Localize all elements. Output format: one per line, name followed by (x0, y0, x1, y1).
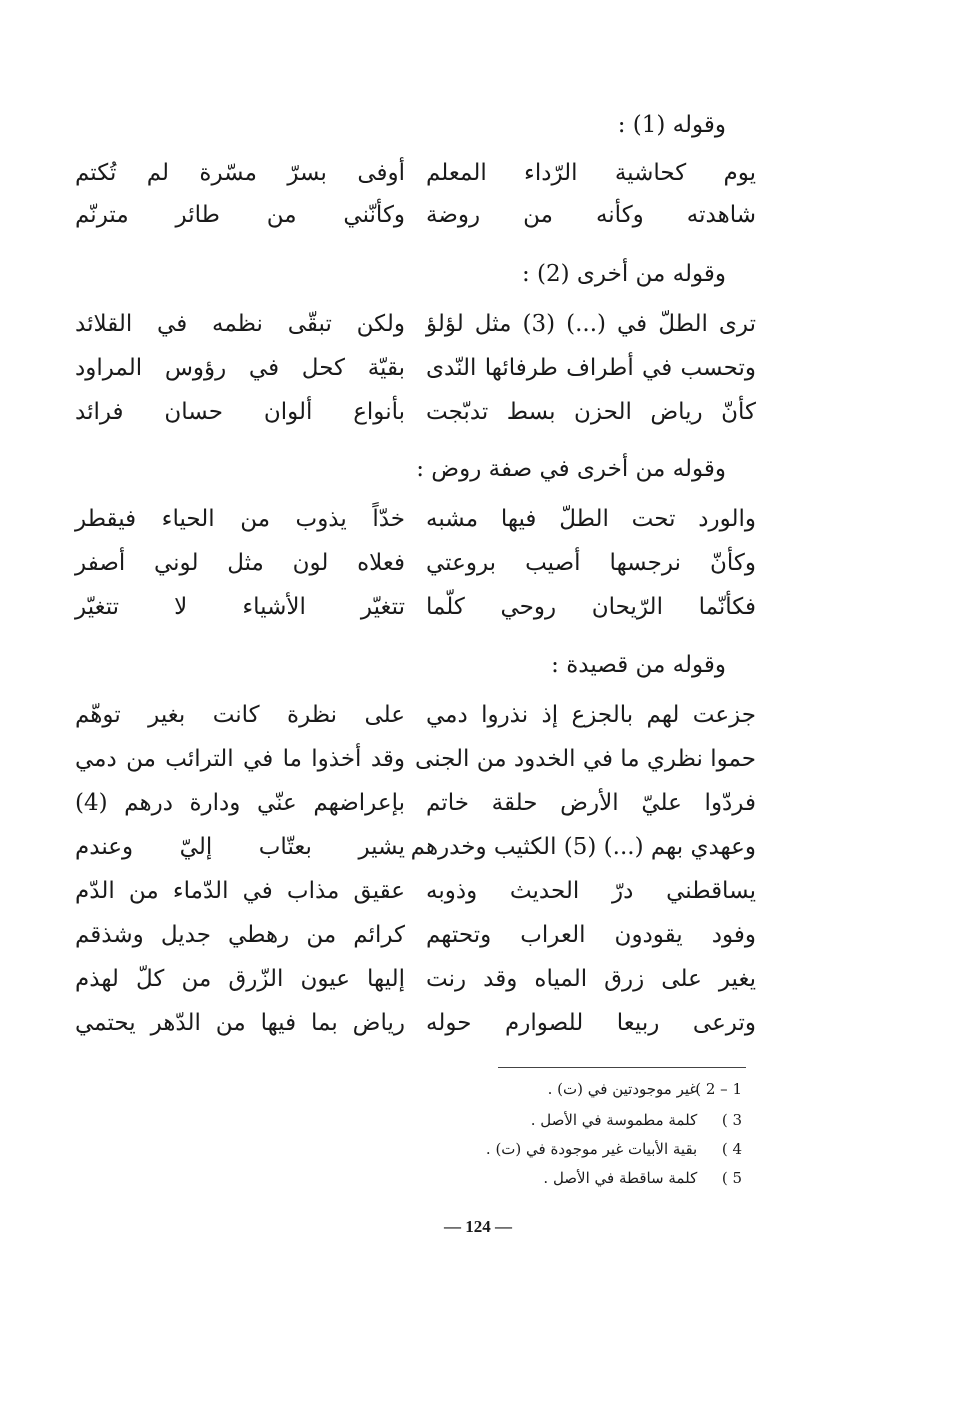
first-hemistich: ترى الطلّ في (...) (3) مثل لؤلؤ (426, 311, 756, 337)
footnote-number: 3 ) (721, 1111, 742, 1129)
verse-line (75, 913, 756, 957)
section-heading: وقوله من قصيدة : (551, 652, 726, 678)
second-hemistich: ولكن تبقّى نظمه في القلائد (75, 311, 405, 337)
first-hemistich: وعهدي بهم (...) (5) الكثيب وخدرهم (410, 834, 756, 860)
second-hemistich: بقيّة كحل في رؤوس المراود (75, 355, 405, 381)
second-hemistich: خدّاً يذوب من الحياء فيقطر (75, 506, 405, 532)
verse-line (75, 693, 756, 737)
second-hemistich: بإعراضهم عنّي ودارة درهم (4) (75, 790, 405, 816)
second-hemistich: يشير بعتّاب إليّ وعندم (75, 834, 405, 860)
footnote (486, 1140, 742, 1158)
second-hemistich: كرائم من رهطي جديل وشذقم (75, 922, 405, 948)
footnote-text: كلمة مطموسة في الأصل . (530, 1111, 698, 1129)
footnote-text: بقية الأبيات غير موجودة في (ت) . (485, 1140, 698, 1158)
first-hemistich: يغير على زرق المياه وقد رنت (426, 966, 756, 992)
first-hemistich: فكأنّما الرّيحان روحي كلّما (426, 594, 756, 620)
first-hemistich: جزعت لهم بالجزع إذ نذروا دمي (426, 702, 756, 728)
footnote-divider (498, 1067, 746, 1068)
second-hemistich: تتغيّر الأشياء لا تتغيّر (75, 594, 405, 620)
footnote (543, 1169, 742, 1187)
first-hemistich: شاهدته وكأنه من روضة (426, 202, 756, 228)
first-hemistich: وتحسب في أطراف طرفائها النّدى (426, 355, 756, 381)
second-hemistich: على نظرة كانت بغير توهّم (75, 702, 405, 728)
verse-line (75, 737, 756, 781)
second-hemistich: بأنواع ألوان حسان فرائد (75, 399, 405, 425)
verse-line (75, 346, 756, 390)
first-hemistich: وترعى ربيعا للصوارم حوله (426, 1010, 756, 1036)
verse-line (75, 1001, 756, 1045)
section-heading: وقوله من أخرى (2) : (521, 261, 726, 287)
second-hemistich: وقد أخذوا ما في الترائب من دمي (75, 746, 405, 772)
verse-line (75, 497, 756, 541)
first-hemistich: يساقطني درّ الحديث وذوبه (426, 878, 756, 904)
verse-line (75, 390, 756, 434)
verse-line (75, 302, 756, 346)
second-hemistich: عقيق مذاب في الدّماء من الدّم (75, 878, 405, 904)
second-hemistich: وكأنّني من طائر مترنّم (75, 202, 405, 228)
footnote (548, 1080, 742, 1098)
first-hemistich: حموا نظري ما في الخدود من الجنى (415, 746, 756, 772)
verse-line (75, 151, 756, 195)
verse-line (75, 193, 756, 237)
verse-line (75, 957, 756, 1001)
first-hemistich: فردّوا عليّ الأرض حلقة خاتم (426, 790, 756, 816)
page-number: — 124 — (444, 1217, 512, 1236)
second-hemistich: أوفى بسرّ مسّرة لم تُكتم (75, 160, 405, 186)
verse-line (75, 585, 756, 629)
footnote (531, 1111, 742, 1129)
first-hemistich: وكأنّ نرجسها أصيب بروعتي (426, 550, 756, 576)
footnote-number: 4 ) (721, 1140, 742, 1158)
second-hemistich: إليها عيون الزّرق من كلّ لهذم (75, 966, 405, 992)
section-heading: وقوله من أخرى في صفة روض : (416, 456, 726, 482)
verse-line (75, 541, 756, 585)
section-heading: وقوله (1) : (617, 112, 726, 138)
footnote-number: 1 – 2 ) (695, 1080, 742, 1098)
second-hemistich: فعلاه لون مثل لوني أصفر (75, 550, 405, 576)
footnote-number: 5 ) (721, 1169, 742, 1187)
second-hemistich: رياض بما فيها من الدّهر يحتمي (75, 1010, 405, 1036)
first-hemistich: كأنّ رياض الحزن بسط تدبّجت (426, 399, 756, 425)
footnote-text: غير موجودتين في (ت) . (547, 1080, 698, 1098)
footnote-text: كلمة ساقطة في الأصل . (543, 1169, 698, 1187)
verse-line (75, 781, 756, 825)
first-hemistich: وفود يقودون العراب وتحتهم (426, 922, 756, 948)
verse-line (75, 869, 756, 913)
first-hemistich: والورد تحت الطلّ فيها مشبه (426, 506, 756, 532)
first-hemistich: يوم كحاشية الرّداء المعلم (426, 160, 756, 186)
verse-line (75, 825, 756, 869)
